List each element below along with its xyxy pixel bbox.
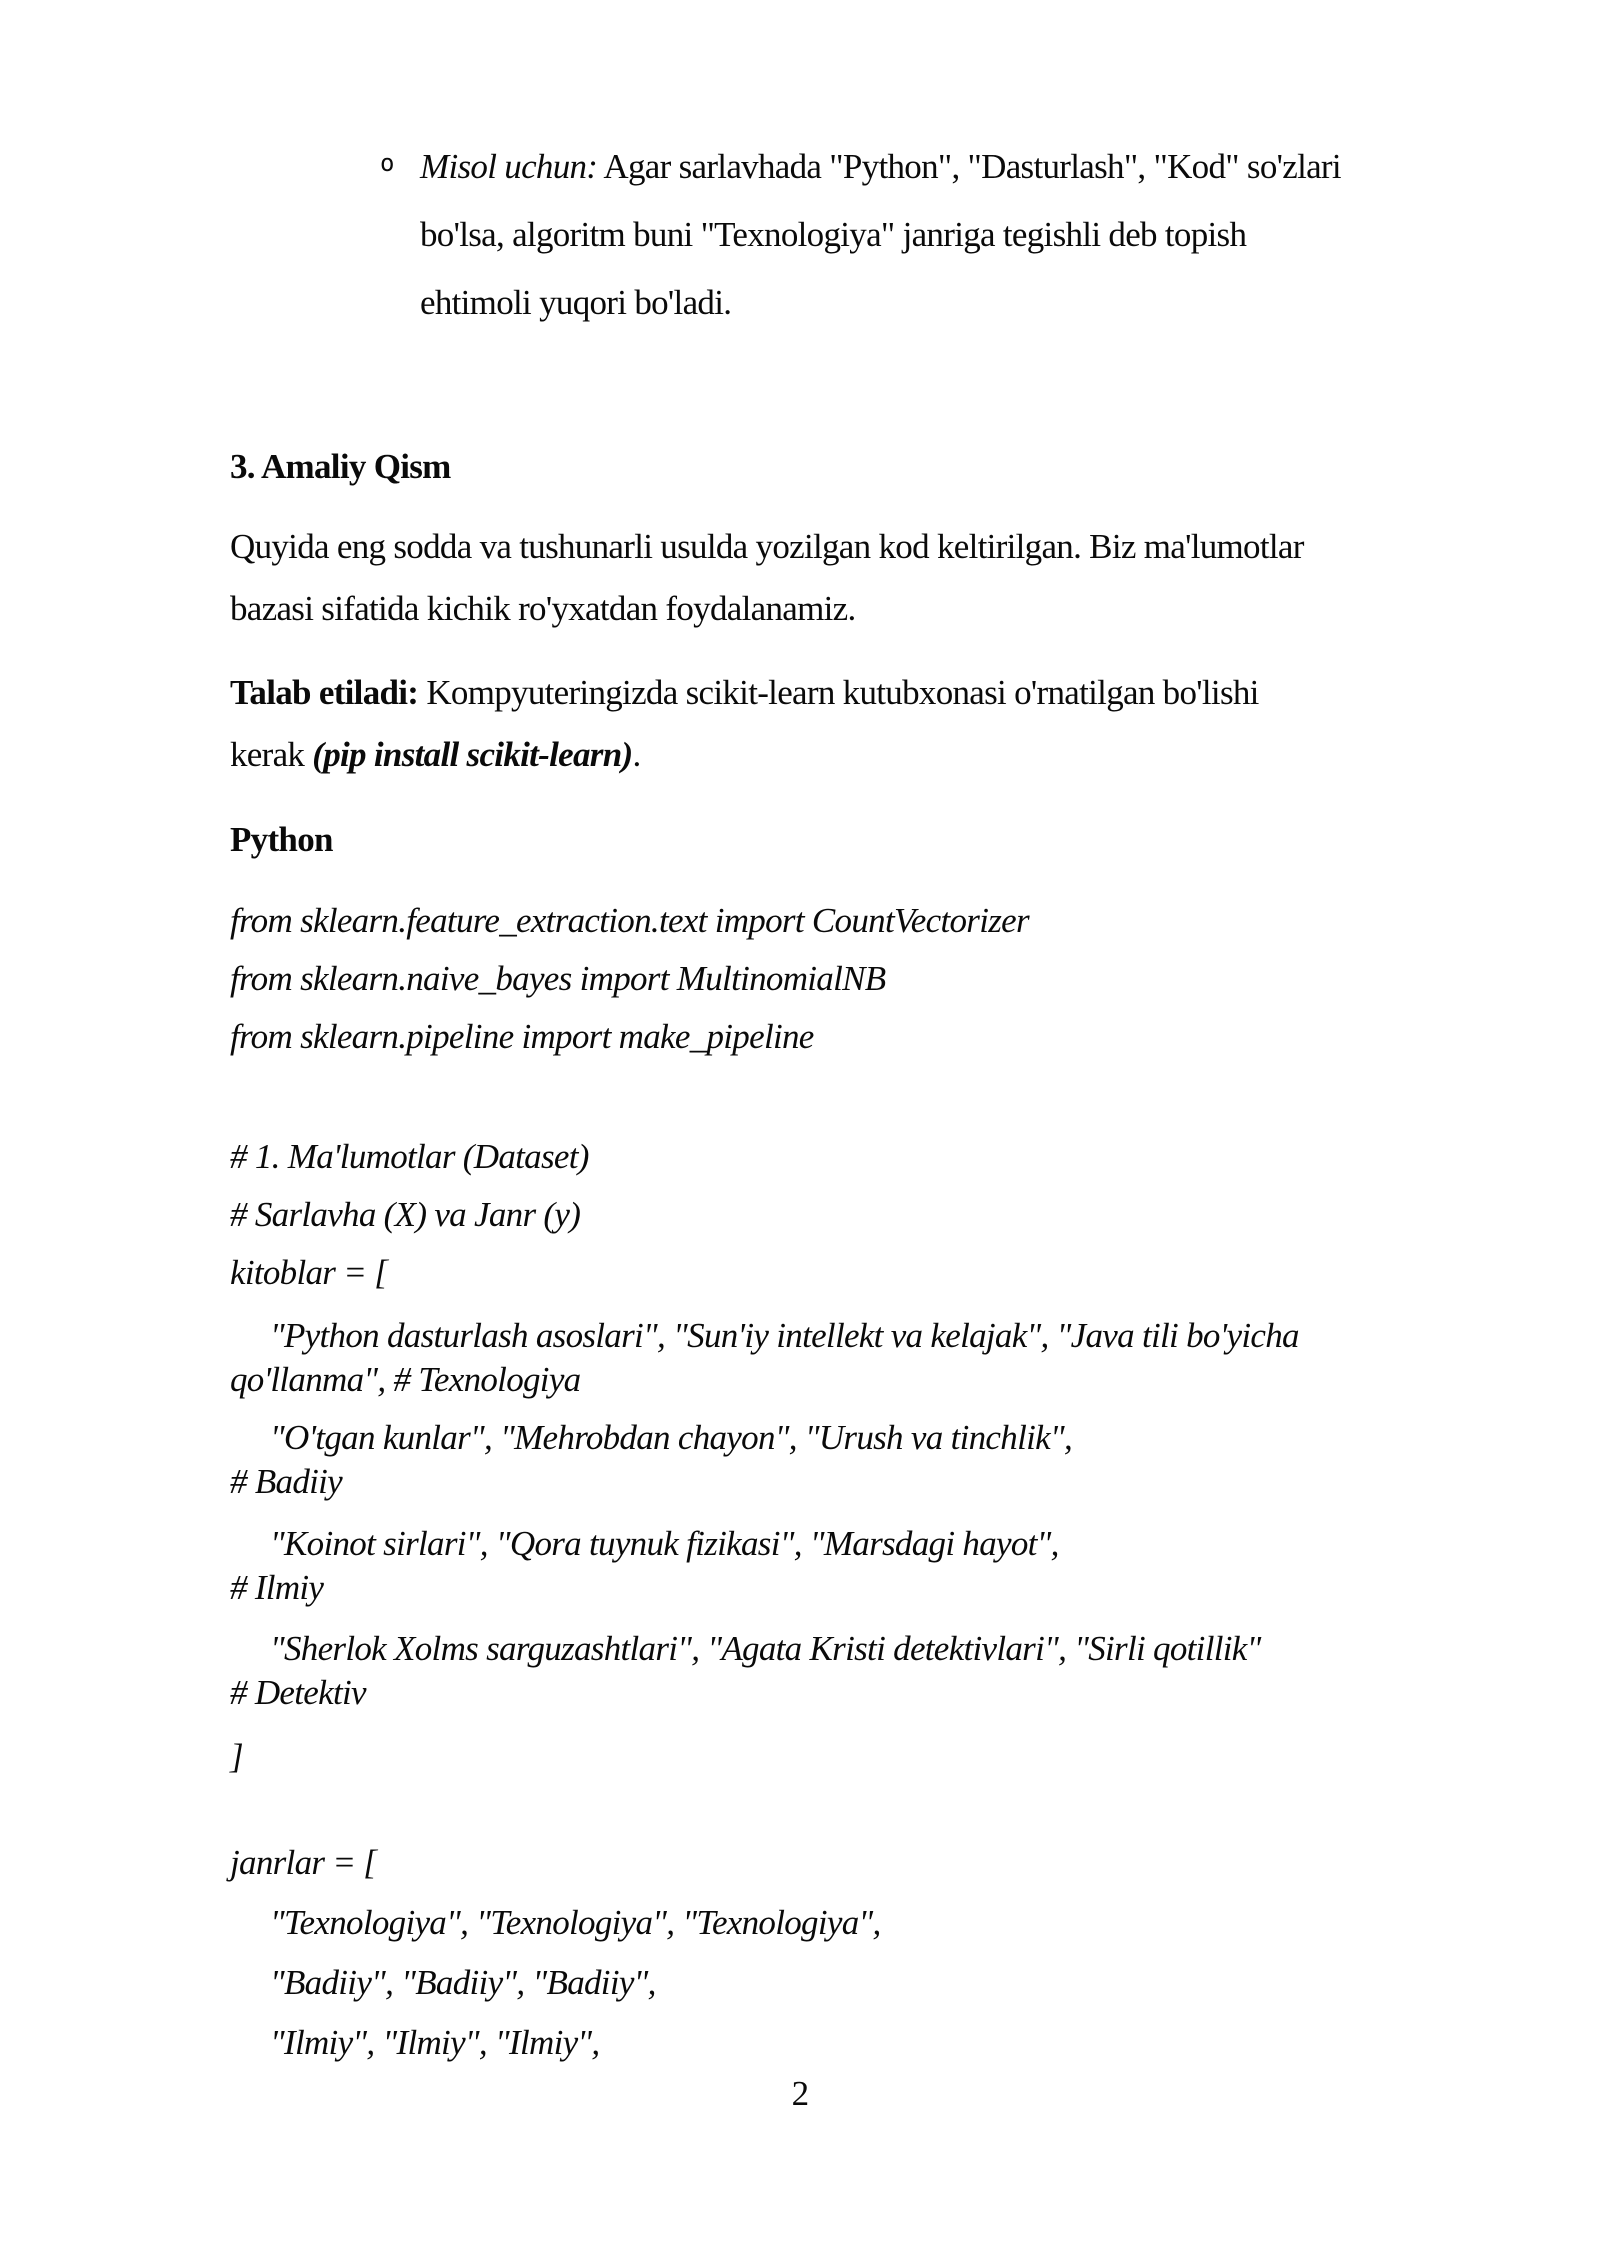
- code-comment-sarlavha: # Sarlavha (X) va Janr (y): [230, 1195, 581, 1234]
- code-line: # Badiiy: [230, 1462, 343, 1501]
- intro-line-2: bazasi sifatida kichik ro'yxatdan foydalanamiz.: [230, 589, 856, 628]
- code-line: "Sherlok Xolms sarguzashtlari", "Agata Kristi detektivlari", "Sirli qotillik": [270, 1629, 1261, 1668]
- code-line: # Ilmiy: [230, 1568, 324, 1607]
- requirement-line-1: [230, 662, 1460, 724]
- code-line: "O'tgan kunlar", "Mehrobdan chayon", "Urush va tinchlik",: [270, 1418, 1072, 1457]
- code-janrlar-open: janrlar = [: [230, 1843, 377, 1882]
- code-janrlar-line: "Texnologiya", "Texnologiya", "Texnologiya",: [270, 1903, 881, 1942]
- bullet-line-3: ehtimoli yuqori bo'ladi.: [420, 283, 732, 322]
- requirement-line-1-rest: Kompyuteringizda scikit-learn kutubxonasi o'rnatilgan bo'lishi: [418, 673, 1259, 712]
- page-number: 2: [791, 2074, 809, 2113]
- code-import-line: from sklearn.feature_extraction.text import CountVectorizer: [230, 901, 1029, 940]
- code-import-line: from sklearn.naive_bayes import MultinomialNB: [230, 959, 886, 998]
- pip-install-command: (pip install scikit-learn): [312, 735, 633, 774]
- code-kitoblar-group-texnologiya: [230, 1314, 1460, 1402]
- code-kitoblar-group-badiiy: [230, 1416, 1460, 1504]
- code-line: "Python dasturlash asoslari", "Sun'iy intellekt va kelajak", "Java tili bo'yicha: [270, 1316, 1299, 1355]
- page-content: [230, 0, 1460, 2065]
- requirement-line-2-end: .: [632, 735, 641, 774]
- bullet-line-1-rest: Agar sarlavhada "Python", "Dasturlash", "Kod" so'zlari: [597, 147, 1341, 186]
- bullet-lead-italic: Misol uchun:: [420, 147, 598, 186]
- requirement-lead-bold: Talab etiladi:: [230, 673, 419, 712]
- bullet-marker-icon: o: [380, 149, 394, 177]
- code-kitoblar-open: kitoblar = [: [230, 1253, 388, 1292]
- code-import-line: from sklearn.pipeline import make_pipeline: [230, 1017, 814, 1056]
- intro-line-1: Quyida eng sodda va tushunarli usulda yozilgan kod keltirilgan. Biz ma'lumotlar: [230, 527, 1304, 566]
- requirement-line-2-start: kerak: [230, 735, 313, 774]
- requirement-line-2: [230, 724, 1460, 786]
- code-language-label: Python: [230, 820, 333, 859]
- code-kitoblar-close: ]: [230, 1737, 243, 1776]
- code-janrlar-line: "Ilmiy", "Ilmiy", "Ilmiy",: [270, 2023, 600, 2062]
- requirement-paragraph: [230, 662, 1460, 786]
- code-imports-block: [230, 899, 1460, 1059]
- code-kitoblar-group-ilmiy: [230, 1522, 1460, 1610]
- bullet-line-1: [420, 133, 1460, 201]
- code-line: "Koinot sirlari", "Qora tuynuk fizikasi", "Marsdagi hayot",: [270, 1524, 1059, 1563]
- code-line: # Detektiv: [230, 1673, 366, 1712]
- code-kitoblar-group-detektiv: [230, 1627, 1460, 1715]
- intro-paragraph: [230, 516, 1460, 640]
- bullet-item: [380, 133, 1460, 337]
- bullet-line-2: bo'lsa, algoritm buni "Texnologiya" janriga tegishli deb topish: [420, 215, 1247, 254]
- code-line: qo'llanma", # Texnologiya: [230, 1360, 581, 1399]
- code-comment-dataset: # 1. Ma'lumotlar (Dataset): [230, 1137, 589, 1176]
- code-janrlar-line: "Badiiy", "Badiiy", "Badiiy",: [270, 1963, 656, 2002]
- section-heading: 3. Amaliy Qism: [230, 447, 451, 486]
